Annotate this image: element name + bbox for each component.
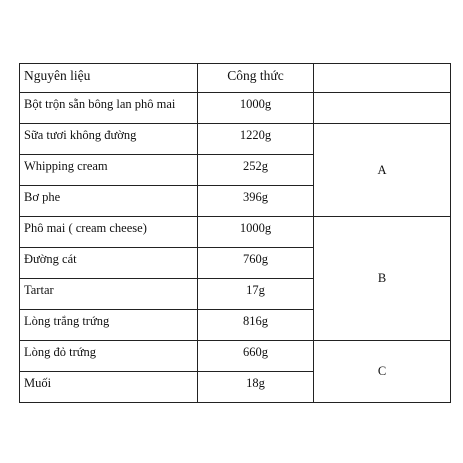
amount-cell: 816g bbox=[198, 310, 314, 341]
amount-cell: 17g bbox=[198, 279, 314, 310]
amount-cell: 1000g bbox=[198, 93, 314, 124]
ingredient-cell: Muối bbox=[20, 372, 198, 403]
ingredient-cell: Bột trộn sẵn bông lan phô mai bbox=[20, 93, 198, 124]
ingredient-cell: Đường cát bbox=[20, 248, 198, 279]
amount-cell: 18g bbox=[198, 372, 314, 403]
table-row bbox=[20, 124, 451, 155]
recipe-table bbox=[19, 63, 451, 403]
header-ingredient: Nguyên liệu bbox=[20, 64, 198, 93]
group-cell-c: C bbox=[314, 341, 451, 403]
group-cell-b: B bbox=[314, 217, 451, 341]
group-cell-a: A bbox=[314, 124, 451, 217]
ingredient-cell: Sữa tươi không đường bbox=[20, 124, 198, 155]
table-row bbox=[20, 93, 451, 124]
amount-cell: 760g bbox=[198, 248, 314, 279]
header-amount: Công thức bbox=[198, 64, 314, 93]
group-cell-empty bbox=[314, 93, 451, 124]
ingredient-cell: Lòng đỏ trứng bbox=[20, 341, 198, 372]
amount-cell: 1220g bbox=[198, 124, 314, 155]
header-group bbox=[314, 64, 451, 93]
ingredient-cell: Bơ phe bbox=[20, 186, 198, 217]
table-row bbox=[20, 217, 451, 248]
ingredient-cell: Tartar bbox=[20, 279, 198, 310]
ingredient-cell: Phô mai ( cream cheese) bbox=[20, 217, 198, 248]
amount-cell: 252g bbox=[198, 155, 314, 186]
ingredient-cell: Whipping cream bbox=[20, 155, 198, 186]
table-row bbox=[20, 341, 451, 372]
amount-cell: 1000g bbox=[198, 217, 314, 248]
table-header-row bbox=[20, 64, 451, 93]
ingredient-cell: Lòng trắng trứng bbox=[20, 310, 198, 341]
amount-cell: 396g bbox=[198, 186, 314, 217]
amount-cell: 660g bbox=[198, 341, 314, 372]
